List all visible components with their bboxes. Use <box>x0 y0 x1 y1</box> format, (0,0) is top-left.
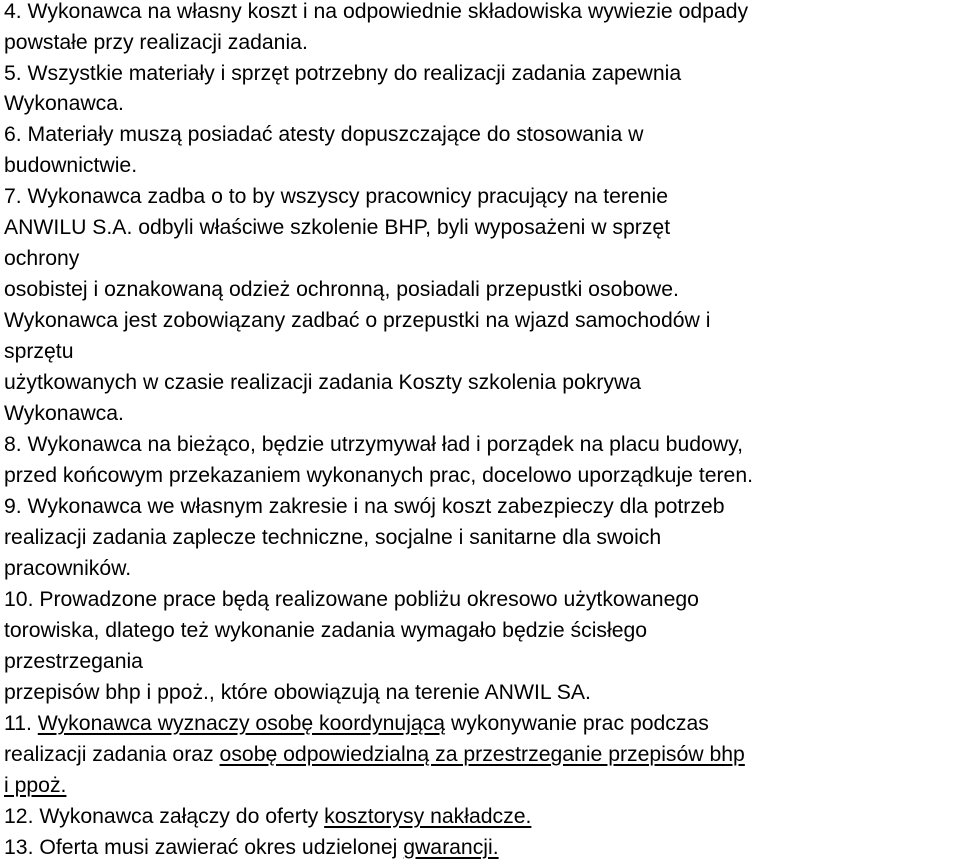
underlined-text: kosztorysy nakładcze. <box>324 805 532 828</box>
text-line: powstałe przy realizacji zadania. <box>4 31 308 54</box>
text-line: budownictwie. <box>4 154 138 177</box>
text-line: 6. Materiały muszą posiadać atesty dopuszczające do stosowania w <box>4 123 644 146</box>
underlined-text: gwarancji. <box>403 836 499 859</box>
item-13-line <box>4 835 499 861</box>
item-11-suffix: wykonywanie prac podczas <box>445 712 709 735</box>
text-line: Wykonawca jest zobowiązany zadbać o przepustki na wjazd samochodów i <box>4 309 711 332</box>
item-11-prefix: 11. <box>4 712 38 735</box>
text-line: przestrzegania <box>4 650 143 673</box>
item-11-line-2-prefix: realizacji zadania oraz <box>4 743 220 766</box>
text-line: 5. Wszystkie materiały i sprzęt potrzebny do realizacji zadania zapewnia <box>4 62 682 85</box>
text-line: ochrony <box>4 247 80 270</box>
underlined-text: Wykonawca wyznaczy osobę koordynującą <box>37 712 446 735</box>
text-line: Wykonawca. <box>4 92 124 115</box>
text-line: torowiska, dlatego też wykonanie zadania wymagało będzie ścisłego <box>4 619 648 642</box>
text-line: 7. Wykonawca zadba o to by wszyscy pracownicy pracujący na terenie <box>4 185 668 208</box>
text-line: sprzętu <box>4 340 74 363</box>
underlined-text: osobę odpowiedzialną za przestrzeganie przepisów bhp <box>219 743 745 766</box>
text-line: użytkowanych w czasie realizacji zadania Koszty szkolenia pokrywa <box>4 371 642 394</box>
text-line: 8. Wykonawca na bieżąco, będzie utrzymywał ład i porządek na placu budowy, <box>4 433 744 456</box>
text-line: pracowników. <box>4 557 132 580</box>
text-line: 4. Wykonawca na własny koszt i na odpowiednie składowiska wywiezie odpady <box>4 0 749 23</box>
item-13-prefix: 13. Oferta musi zawierać okres udzielonej <box>4 836 404 859</box>
item-11-line-2 <box>4 742 745 768</box>
text-line: Wykonawca. <box>4 402 124 425</box>
underlined-text: i ppoż. <box>4 774 67 797</box>
text-line: ANWILU S.A. odbyli właściwe szkolenie BHP, byli wyposażeni w sprzęt <box>4 216 671 239</box>
text-line: 10. Prowadzone prace będą realizowane pobliżu okresowo użytkowanego <box>4 588 699 611</box>
item-12-line <box>4 804 531 830</box>
text-line: przed końcowym przekazaniem wykonanych prac, docelowo uporządkuje teren. <box>4 464 754 487</box>
text-line: osobistej i oznakowaną odzież ochronną, posiadali przepustki osobowe. <box>4 278 679 301</box>
item-12-prefix: 12. Wykonawca załączy do oferty <box>4 805 325 828</box>
text-line: realizacji zadania zaplecze techniczne, socjalne i sanitarne dla swoich <box>4 526 662 549</box>
text-line: 9. Wykonawca we własnym zakresie i na swój koszt zabezpieczy dla potrzeb <box>4 495 725 518</box>
item-11-line-3 <box>4 773 66 799</box>
item-11-line-1 <box>4 711 709 737</box>
text-line: przepisów bhp i ppoż., które obowiązują na terenie ANWIL SA. <box>4 681 591 704</box>
